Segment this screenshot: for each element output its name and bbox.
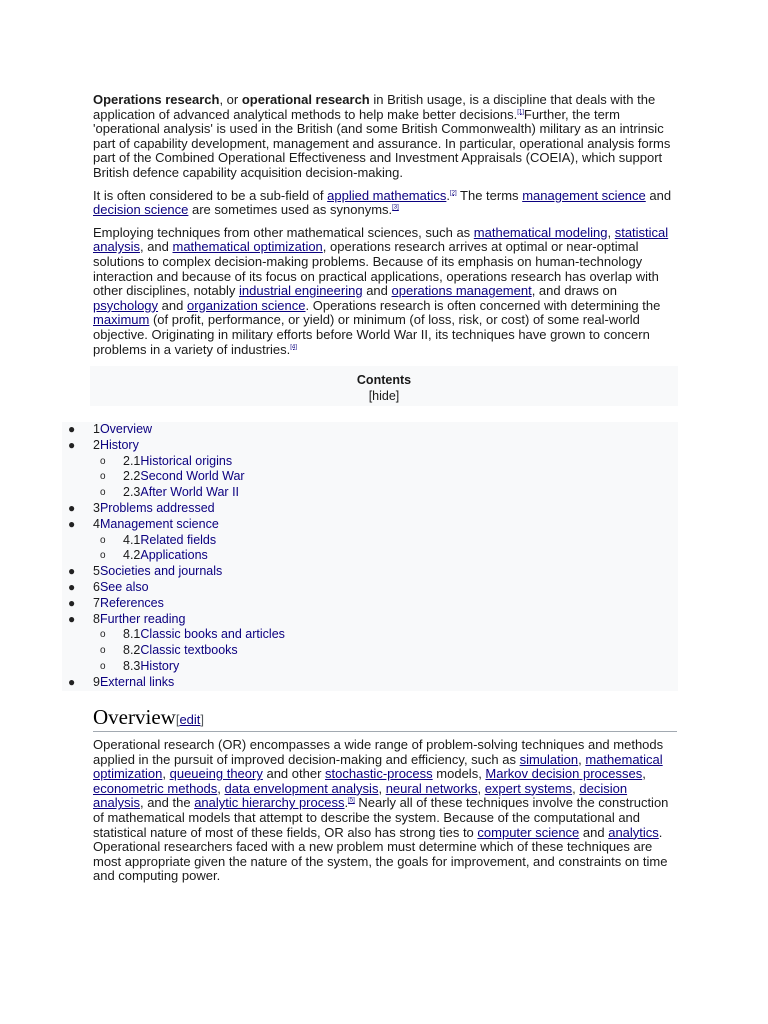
overview-body (93, 738, 677, 892)
link-operations-management[interactable]: operations management (391, 283, 532, 299)
link-neural-networks[interactable]: neural networks (385, 780, 478, 796)
toc-number: 4.2 (123, 548, 141, 563)
toc-number: 4.1 (123, 532, 141, 547)
link-maximum[interactable]: maximum (93, 312, 150, 328)
link-mathematical-optimization[interactable]: mathematical optimization (172, 239, 323, 255)
toc-number: 2.2 (123, 469, 141, 484)
intro-paragraph-3: Employing techniques from other mathematical sciences, such as mathematical modeling, statistical analysis, and mathematical optimization, operations research arrives at optimal or near-optimal solutions to complex decision-making problems. Because of its emphasis on human-technology interaction and because of its focus on practical applications, operations research has overlap with other disciplines, notably industrial engineering and operations management, and draws on psychology and organization science. Operations research is often concerned with determining the maximum (of profit, performance, or yield) or minimum (of loss, risk, or cost) of some real-world objective. Originating in military efforts before World War II, its techniques have grown to concern problems in a variety of industries.[4] (93, 224, 669, 357)
bullet-disc-icon: ● (68, 422, 76, 436)
link-decision-analysis[interactable]: decision analysis (93, 780, 628, 811)
toc-item[interactable] (62, 675, 678, 691)
link-data-envelopment-analysis[interactable]: data envelopment analysis (224, 780, 379, 796)
link-statistical-analysis[interactable]: statistical analysis (93, 224, 669, 255)
toc-item[interactable] (62, 469, 678, 485)
toc-item[interactable] (62, 438, 678, 454)
bold-term: Operations research (93, 92, 220, 107)
toc-link[interactable]: Societies and journals (99, 564, 223, 579)
toc-link[interactable]: History (99, 437, 139, 452)
bullet-circle-icon: o (100, 660, 106, 672)
article-intro (93, 93, 677, 365)
toc-hide-toggle[interactable]: [hide] (368, 389, 400, 403)
link-decision-science[interactable]: decision science (93, 202, 189, 218)
link-analytics[interactable]: analytics (608, 824, 659, 840)
toc-number: 1 (93, 422, 100, 436)
citation-4[interactable]: [4] (290, 344, 297, 351)
toc-link[interactable]: Second World War (140, 469, 245, 484)
toc-link[interactable]: External links (99, 674, 175, 689)
citation-1[interactable]: [1] (517, 109, 524, 116)
toc-number: 8.2 (123, 643, 141, 658)
toc-link[interactable]: Further reading (99, 611, 186, 626)
link-psychology[interactable]: psychology (93, 297, 159, 313)
toc-number: 8.3 (123, 658, 141, 673)
toc-number: 8 (93, 611, 100, 626)
bullet-disc-icon: ● (68, 579, 76, 594)
toc-item[interactable] (62, 533, 678, 549)
toc-item[interactable] (62, 612, 678, 628)
toc-link[interactable]: Classic books and articles (140, 627, 285, 642)
toc-link[interactable]: Management science (99, 516, 219, 531)
toc-item[interactable] (62, 548, 678, 564)
toc-link[interactable]: History (140, 658, 180, 673)
edit-section: [edit] (175, 712, 205, 727)
toc-title: Contents (356, 373, 412, 387)
toc-link[interactable]: Historical origins (140, 453, 233, 468)
link-computer-science[interactable]: computer science (477, 824, 580, 840)
link-mathematical-optimization[interactable]: mathematical optimization (93, 751, 663, 782)
link-analytic-hierarchy-process[interactable]: analytic hierarchy process (194, 795, 345, 811)
bullet-disc-icon: ● (68, 516, 76, 531)
toc-item[interactable] (62, 627, 678, 643)
toc-number: 5 (93, 564, 100, 579)
bullet-disc-icon: ● (68, 437, 76, 452)
toc-link[interactable]: Applications (140, 548, 208, 563)
overview-paragraph: Operational research (OR) encompasses a wide range of problem-solving techniques and methods applied in the pursuit of improved decision-making and efficiency, such as simulation, mathematical optimization, queueing theory and other stochastic-process models, Markov decision processes, econometric methods, data envelopment analysis, neural networks, expert systems, decision analysis, and the analytic hierarchy process.[5] Nearly all of these techniques involve the construction of mathematical models that attempt to describe the system. Because of the computational and statistical nature of most of these fields, OR also has strong ties to computer science and analytics. Operational researchers faced with a new problem must determine which of these techniques are most appropriate given the nature of the system, the goals for improvement, and constraints on time and computing power. (93, 737, 669, 884)
toc-item[interactable] (62, 564, 678, 580)
toc-number: 7 (93, 595, 100, 610)
toc-number: 8.1 (123, 627, 141, 642)
section-heading-overview (93, 705, 677, 732)
link-mathematical-modeling[interactable]: mathematical modeling (473, 224, 608, 240)
link-simulation[interactable]: simulation (519, 751, 579, 767)
citation-2[interactable]: [2] (450, 190, 457, 197)
bullet-disc-icon: ● (68, 674, 76, 689)
toc-item[interactable] (62, 454, 678, 470)
toc-number: 6 (93, 579, 100, 594)
edit-link[interactable]: edit (179, 712, 201, 727)
toc-link[interactable]: Classic textbooks (140, 643, 238, 658)
bullet-circle-icon: o (100, 629, 106, 641)
toc-link[interactable]: Related fields (140, 532, 217, 547)
bullet-circle-icon: o (100, 550, 106, 562)
link-applied-mathematics[interactable]: applied mathematics (327, 187, 447, 203)
toc-item[interactable] (62, 501, 678, 517)
toc-link[interactable]: See also (99, 579, 149, 594)
bold-term: operational research (241, 92, 370, 107)
bullet-circle-icon: o (100, 455, 106, 467)
link-industrial-engineering[interactable]: industrial engineering (238, 283, 363, 299)
link-econometric-methods[interactable]: econometric methods (93, 780, 218, 796)
toc-number: 3 (93, 500, 100, 515)
toc-item[interactable] (62, 485, 678, 501)
section-title: Overview (93, 705, 176, 729)
link-queueing-theory[interactable]: queueing theory (169, 766, 263, 782)
toc-item[interactable] (62, 596, 678, 612)
bullet-circle-icon: o (100, 471, 106, 483)
toc-number: 4 (93, 516, 100, 531)
intro-paragraph-1: Operations research, or operational research in British usage, is a discipline that deals with the application of advanced analytical methods to help make better decisions.[1]Further, the term 'operational analysis' is used in the British (and some British Commonwealth) military as an intrinsic part of capability development, management and assurance. In particular, operational analysis forms part of the Combined Operational Effectiveness and Investment Appraisals (COEIA), which support British defence capability acquisition decision-making. (93, 92, 671, 180)
toc-link[interactable]: Problems addressed (99, 500, 215, 515)
link-stochastic-process[interactable]: stochastic-process (325, 766, 433, 782)
bullet-disc-icon: ● (68, 595, 76, 610)
bullet-circle-icon: o (100, 487, 106, 499)
toc-item[interactable] (62, 643, 678, 659)
citation-3[interactable]: [3] (392, 204, 399, 211)
toc-link[interactable]: Overview (99, 422, 153, 436)
bullet-disc-icon: ● (68, 500, 76, 515)
toc-header (90, 366, 678, 406)
bullet-disc-icon: ● (68, 564, 76, 579)
toc-item[interactable] (62, 517, 678, 533)
toc-link[interactable]: References (99, 595, 164, 610)
link-management-science[interactable]: management science (522, 187, 646, 203)
bullet-circle-icon: o (100, 534, 106, 546)
toc-number: 9 (93, 674, 100, 689)
bullet-circle-icon: o (100, 645, 106, 657)
table-of-contents (62, 422, 678, 691)
toc-number: 2 (93, 437, 100, 452)
toc-item[interactable] (62, 659, 678, 675)
toc-item[interactable] (62, 422, 678, 438)
intro-paragraph-2: It is often considered to be a sub-field of applied mathematics.[2] The terms management science and decision science are sometimes used as synonyms.[3] (93, 187, 672, 218)
toc-number: 2.3 (123, 485, 141, 500)
toc-number: 2.1 (123, 453, 141, 468)
link-markov-decision-processes[interactable]: Markov decision processes (485, 766, 643, 782)
link-expert-systems[interactable]: expert systems (484, 780, 573, 796)
citation-5[interactable]: [5] (348, 798, 355, 805)
toc-item[interactable] (62, 580, 678, 596)
link-organization-science[interactable]: organization science (186, 297, 306, 313)
bullet-disc-icon: ● (68, 611, 76, 626)
toc-link[interactable]: After World War II (140, 485, 240, 500)
